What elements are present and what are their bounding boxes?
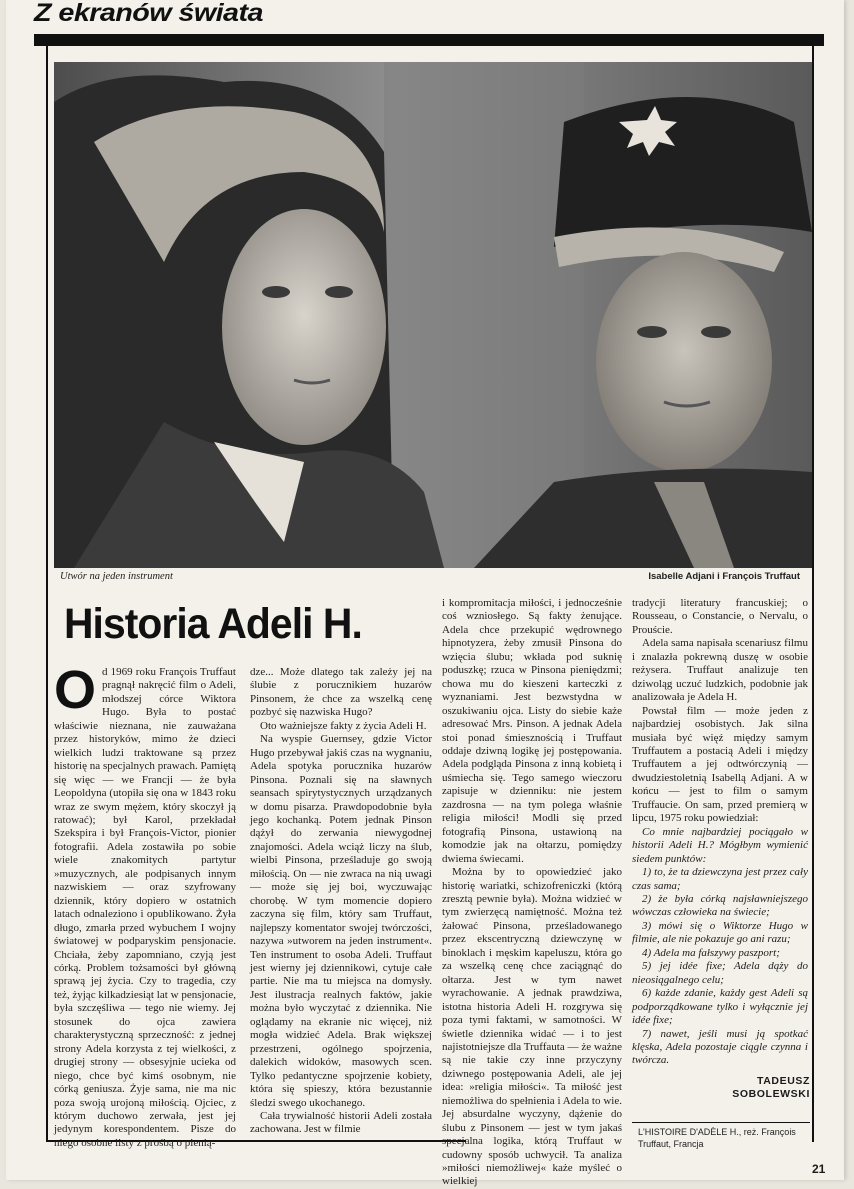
film-credits: L'HISTOIRE D'ADÈLE H., reż. François Truffaut, Francja [638, 1127, 796, 1149]
quote-point: 3) mówi się o Wiktorze Hugo w filmie, ale nie pokazuje go ani razu; [632, 919, 808, 946]
paragraph: i kompromitacja miłości, i jednocześnie coś wzniosłego. Są fakty żenujące. Adela chce przekupić wędrownego hipnotyzera, żeby zmusił Pinsona do wzięcia ślubu; wkłada pod suknię poduszkę; rzuca w Pinsona pieniędzmi; chowa mu do kieszeni karteczki z wyznaniami. Jest bezwstydna w oszukiwaniu ojca. Listy do siebie każe adresować Mrs. Pinson. A jednak Adela stoi ponad śmiesznością i Truffaut oddaje dziwną logikę jej postępowania. Adela podgląda Pinsona z inną kobietą i uśmiecha się. Tego samego wieczoru zapisuje w dzienniku: nie jestem zazdrosna — na tym polega właśnie religia miłości! Modli się przed fotografią Pinsona, ustawioną na komodzie jak na ołtarzu, pomiędzy dwiema świecami. [442, 597, 622, 865]
article-column-2 [250, 666, 432, 1136]
photo-caption-right: Isabelle Adjani i François Truffaut [648, 571, 800, 582]
article-column-4 [632, 597, 808, 1067]
frame-left-rule [46, 46, 48, 1142]
film-still-photo [54, 62, 812, 568]
paragraph: d 1969 roku François Truffaut pragnął nakręcić film o Adeli, młodszej córce Wiktora Hugo. Była to postać właściwie nieznana, nie zauważana przez historyków, mimo że dzieci wielkich ludzi traktowane są przez historię na specjalnych prawach. Pamiętą się więc — we Francji — że była Leopoldyna (utopiła się ona w 1843 roku wraz ze swym mężem, który skoczył ją ratować); był Karol, przekładał Szekspira i był François-Victor, pionier fotografii. Adela zostawiła po sobie wiele znakomitych partytur »muzycznych, ale podpisanych innym nazwiskiem — oraz szyfrowany dziennik, który dopiero w ostatnich latach odnaleziono i opublikowano. Żyła długo, zmarła przed wybuchem I wojny światowej w podparyskim pensjonacie. Chciała, żeby zapomniano, czyją jest córką. Problem tożsamości był główną sprawą jej życia. Czy to tragedia, czy też, żyjąc kilkadziesiąt lat w pensjonacie, była szczęśliwa — tego nie wiemy. Jej stosunek do ojca zawiera charakterystyczną sprzeczność: z jednej strony Adela korzysta z tej wielkości, z drugiej strony — obsesyjnie ucieka od niego, chce być kimś osobnym, nie córką geniusza. Żyje sama, nie ma nic poza swoją urojoną miłością. Ojciec, z którym duchowo zerwała, jest jej jedynym korespondentem. Pisze do niego osobne listy z prośbą o pienią- [54, 666, 236, 1149]
article-title: Historia Adeli H. [64, 600, 362, 648]
quote-point: 4) Adela ma fałszywy paszport; [642, 946, 780, 959]
frame-right-rule [812, 46, 814, 1142]
quote-point: 2) że była córką najsławniejszego wówczas człowieka na świecie; [632, 892, 808, 919]
paragraph: Można by to opowiedzieć jako historię wariatki, schizofreniczki (którą zresztą pewnie była). Można widzieć w tym zwierzęcą namiętność. Można też żałować Pinsona, prześladowanego przez ekscentryczną dziewczynę w binoklach i męskim kapeluszu, która go za wszelką cenę chce zaciągnąć do ołtarza. Jest w tym nawet wyrachowanie. A jednak prawdziwa, istotna historia Adeli H. rozgrywa się poza tymi faktami, w samotności. W świetle dziennika widać — i to jest najistotniejsze dla Truffauta — że ważne są nie takie czy inne przyczyny dziwnego postępowania Adeli, ale jej idea: »religia miłości«. Ta miłość jest niemożliwa do spełnienia i Adela to wie. Jej absurdalne wyczyny, dążenie do ślubu z Pinsonem — jest w tym jakaś specjalna logika, którą Truffaut w cudowny sposób uchwycił. Ta analiza »miłości niemożliwej« każe myśleć o wielkiej [442, 866, 622, 1188]
paragraph: tradycji literatury francuskiej; o Rousseau, o Constancie, o Nervalu, o Prouście. [632, 597, 808, 636]
author-first-name: TADEUSZ [756, 1075, 810, 1087]
quote-point: 1) to, że ta dziewczyna jest przez cały czas sama; [632, 866, 808, 892]
quote-point: 7) nawet, jeśli musi ją spotkać klęska, Adela pozostaje ciągle czynna i twórcza. [632, 1027, 808, 1067]
paragraph: Cała trywialność historii Adeli została zachowana. Jest w filmie [250, 1109, 432, 1136]
drop-cap: O [54, 660, 97, 720]
paragraph: Na wyspie Guernsey, gdzie Victor Hugo przebywał jakiś czas na wygnaniu, Adela spotyka porucznika huzarów Pinsona. Poznali się na sławnych seansach spirytystycznych urządzanych w domu pisarza. Prawdopodobnie była jego kochanką. Potem jednak Pinson dążył do zerwania niewygodnej znajomości. Adela wciąż liczy na ślub, wielbi Pinsona, prześladuje go swoją miłością. On — nie zwraca na nią uwagi — może się jej boi, wyczuwając chorobę. W tym momencie dopiero zaczyna się film, który sam Truffaut, najlepszy komentator swojej twórczości, nazywa »utworem na jeden instrument«. Ten instrument to osoba Adeli. Truffaut jest wierny jej dziennikowi, cytuje całe partie. Nie ma tu miejsca na domysły. Jest ilustracja realnych faktów, jakie można było wyczytać z dziennika. Nie oglądamy na ekranie nic więcej, niż mogła widzieć Adela. Brak większej przestrzeni, ogólnego spojrzenia, dalekich widoków, masowych scen. Tylko pedantyczne spojrzenie kobiety, która się spieszy, która bezustannie śledzi swego ukochanego. [250, 733, 432, 1109]
photo-caption-left: Utwór na jeden instrument [60, 571, 173, 582]
paragraph: dze... Może dlatego tak zależy jej na ślubie z porucznikiem huzarów Pinsonem, że chce za wszelką cenę pozbyć się nazwiska Hugo? [250, 666, 432, 719]
paragraph: Oto ważniejsze fakty z życia Adeli H. [260, 719, 427, 732]
section-header: Z ekranów świata [34, 0, 263, 27]
author-byline [706, 1075, 810, 1101]
article-column-3 [442, 597, 622, 1188]
quote-intro: Co mnie najbardziej pociągało w historii Adeli H.? Mógłbym wymienić siedem punktów: [632, 825, 808, 865]
quote-point: 6) każde zdanie, każdy gest Adeli są podporządkowane tylko i wyłącznie jej idée fixe; [632, 987, 808, 1027]
article-column-1 [54, 660, 236, 1149]
film-still-illustration [54, 62, 812, 568]
top-rule [34, 34, 824, 46]
paragraph: Adela sama napisała scenariusz filmu i znalazła pokrewną duszę w osobie reżysera. Truffaut analizuje ten dziwoląg uczuć ludzkich, podobnie jak analizowała je Adela H. [632, 637, 808, 704]
page-number: 21 [812, 1162, 826, 1176]
paragraph: Powstał film — może jeden z najbardziej osobistych. Jak silna musiała być więź między samym Truffautem a postacią Adeli i między Truffautem a jej odtwórczynią — dwudziestoletnią Isabellą Adjani. A w końcu — jest to film o samym Truffaucie. On sam, przed premierą w lipcu, 1975 roku powiedział: [632, 704, 808, 825]
author-last-name: SOBOLEWSKI [732, 1088, 810, 1100]
magazine-page [6, 0, 844, 1188]
credits-rule [632, 1122, 810, 1123]
quote-point: 5) jej idée fixe; Adela dąży do nieosiągalnego celu; [632, 960, 808, 986]
